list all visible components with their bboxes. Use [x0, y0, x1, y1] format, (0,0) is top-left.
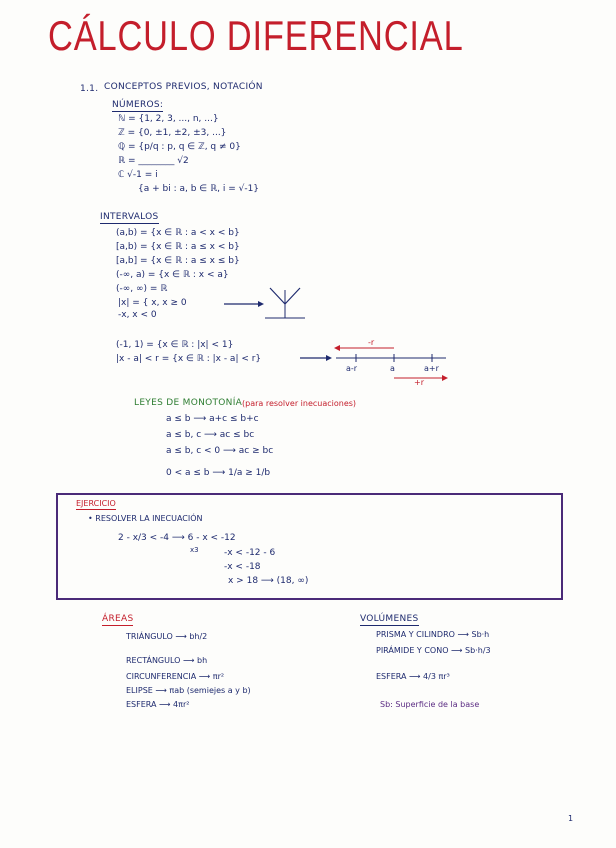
- complejos-line: ℂ √-1 = i: [118, 170, 158, 180]
- reales-line: ℝ = ________ √2: [118, 156, 189, 166]
- exercise-step-2: -x < -12 - 6: [224, 548, 276, 558]
- areas-label: ÁREAS: [102, 614, 134, 624]
- intervalo-reales: (-∞, ∞) = ℝ: [116, 284, 168, 294]
- volumen-prisma: PRISMA Y CILINDRO ⟶ Sb·h: [376, 630, 490, 639]
- volumen-esfera: ESFERA ⟶ 4/3 πr³: [376, 672, 450, 681]
- intervalo-infinito: (-∞, a) = {x ∈ ℝ : x < a}: [116, 270, 229, 280]
- intervalo-abierto: (a,b) = {x ∈ ℝ : a < x < b}: [116, 228, 240, 238]
- monotonia-law-1: a ≤ b ⟶ a+c ≤ b+c: [166, 414, 259, 424]
- intervalos-label: INTERVALOS: [100, 212, 159, 222]
- valor-absoluto-line1: |x| = { x, x ≥ 0: [118, 298, 187, 308]
- monotonia-law-4: 0 < a ≤ b ⟶ 1/a ≥ 1/b: [166, 468, 271, 478]
- exercise-box: [56, 493, 563, 600]
- monotonia-label: LEYES DE MONOTONÍA: [134, 398, 243, 408]
- naturales-line: ℕ = {1, 2, 3, ..., n, ...}: [118, 114, 219, 124]
- monotonia-law-2: a ≤ b, c ⟶ ac ≤ bc: [166, 430, 255, 440]
- plus-r-label: +r: [414, 378, 424, 387]
- complejos-set-line: {a + bi : a, b ∈ ℝ, i = √-1}: [138, 184, 260, 194]
- volumenes-label: VOLÚMENES: [360, 614, 419, 624]
- monotonia-law-3: a ≤ b, c < 0 ⟶ ac ≥ bc: [166, 446, 274, 456]
- number-line: [296, 336, 460, 388]
- intervalo-unitario: (-1, 1) = {x ∈ ℝ : |x| < 1}: [116, 340, 234, 350]
- racionales-line: ℚ = {p/q : p, q ∈ ℤ, q ≠ 0}: [118, 142, 241, 152]
- area-esfera: ESFERA ⟶ 4πr²: [126, 700, 190, 709]
- page-title: CÁLCULO DIFERENCIAL: [48, 12, 464, 59]
- exercise-label: EJERCICIO: [76, 499, 116, 508]
- section-heading: CONCEPTOS PREVIOS, NOTACIÓN: [104, 82, 263, 92]
- section-number: 1.1.: [80, 84, 99, 94]
- a-minus-r-label: a-r: [346, 364, 358, 373]
- enteros-line: ℤ = {0, ±1, ±2, ±3, ...}: [118, 128, 227, 138]
- exercise-step-4: x > 18 ⟶ (18, ∞): [228, 576, 309, 586]
- a-label: a: [390, 364, 395, 373]
- intervalo-cerrado: [a,b] = {x ∈ ℝ : a ≤ x ≤ b}: [116, 256, 240, 266]
- area-circunferencia: CIRCUNFERENCIA ⟶ πr²: [126, 672, 225, 681]
- exercise-arrow-note: x3: [190, 546, 199, 554]
- intervalo-semiabierto: [a,b) = {x ∈ ℝ : a ≤ x < b}: [116, 242, 240, 252]
- monotonia-note: (para resolver inecuaciones): [242, 399, 357, 408]
- area-triangulo: TRIÁNGULO ⟶ bh/2: [126, 632, 208, 641]
- volumen-nota: Sb: Superficie de la base: [380, 700, 480, 709]
- area-rectangulo: RECTÁNGULO ⟶ bh: [126, 656, 208, 665]
- volumen-piramide: PIRÁMIDE Y CONO ⟶ Sb·h/3: [376, 646, 491, 655]
- abs-value-graph: [220, 282, 310, 322]
- exercise-task: • RESOLVER LA INECUACIÓN: [88, 514, 203, 523]
- page-number: 1: [568, 814, 574, 823]
- a-plus-r-label: a+r: [424, 364, 439, 373]
- exercise-step-3: -x < -18: [224, 562, 261, 572]
- intervalo-radio: |x - a| < r = {x ∈ ℝ : |x - a| < r}: [116, 354, 262, 364]
- area-elipse: ELIPSE ⟶ πab (semiejes a y b): [126, 686, 251, 695]
- numeros-label: NÚMEROS:: [112, 100, 164, 110]
- exercise-step-1: 2 - x/3 < -4 ⟶ 6 - x < -12: [118, 533, 236, 543]
- minus-r-label: -r: [368, 338, 375, 347]
- valor-absoluto-line2: -x, x < 0: [118, 310, 157, 320]
